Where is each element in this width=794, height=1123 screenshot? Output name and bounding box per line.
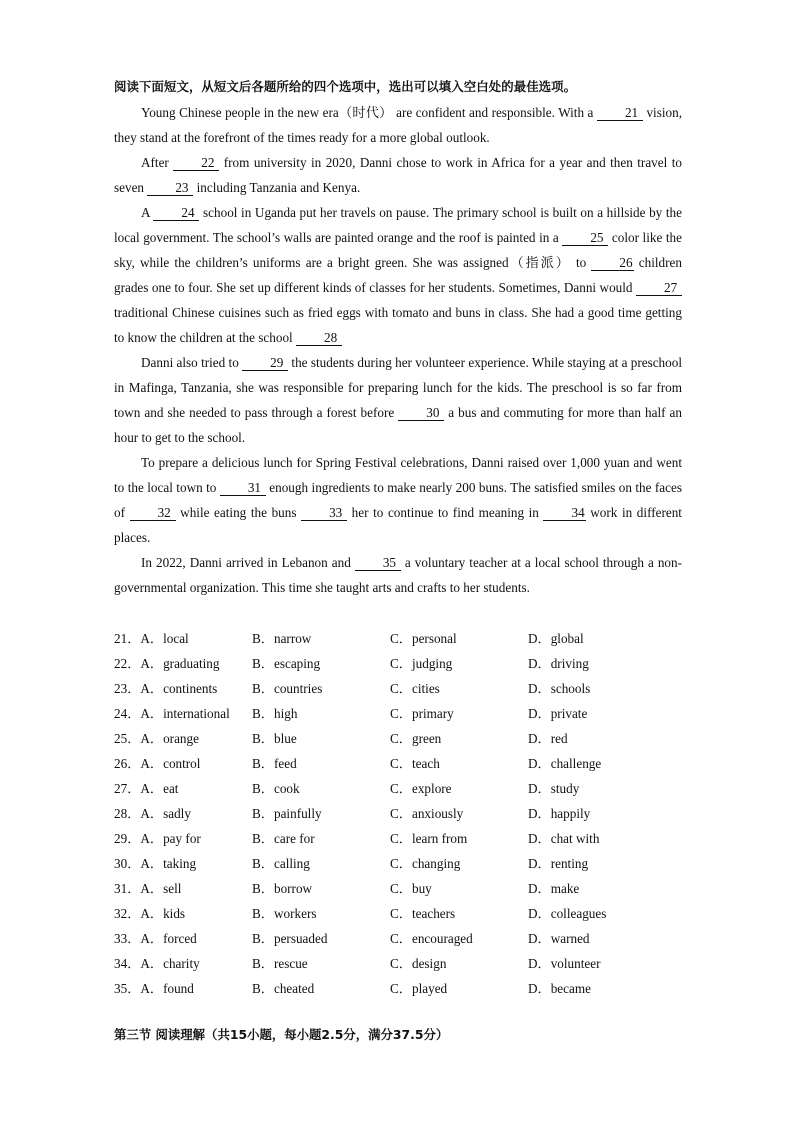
option-c[interactable]: C．design [390, 956, 447, 971]
option-c[interactable]: C．green [390, 731, 442, 746]
option-a[interactable]: 22．A．graduating [114, 656, 220, 671]
option-a[interactable]: 26．A．control [114, 756, 201, 771]
question-row-30 [114, 851, 682, 876]
option-d[interactable]: D．global [528, 631, 584, 646]
option-d[interactable]: D．became [528, 981, 591, 996]
passage-text: color like the sky, while the children’s uniforms are a bright green. She was assigned（指派） to [114, 230, 682, 270]
question-row-27 [114, 776, 682, 801]
option-d[interactable]: D．study [528, 781, 580, 796]
option-b[interactable]: B．care for [252, 831, 315, 846]
blank-26[interactable]: 26 [591, 255, 633, 271]
option-b[interactable]: B．escaping [252, 656, 321, 671]
option-d[interactable]: D．renting [528, 856, 589, 871]
option-c[interactable]: C．cities [390, 681, 440, 696]
blank-24[interactable]: 24 [153, 205, 199, 221]
passage-paragraph-3 [114, 200, 682, 350]
option-a[interactable]: 34．A．charity [114, 956, 200, 971]
option-d[interactable]: D．make [528, 881, 580, 896]
blank-31[interactable]: 31 [220, 480, 266, 496]
blank-27[interactable]: 27 [636, 280, 682, 296]
option-a[interactable]: 21．A．local [114, 631, 189, 646]
blank-21[interactable]: 21 [597, 105, 643, 121]
passage-text: including Tanzania and Kenya. [193, 180, 361, 195]
blank-23[interactable]: 23 [147, 180, 193, 196]
option-c[interactable]: C．anxiously [390, 806, 464, 821]
option-a[interactable]: 31．A．sell [114, 881, 182, 896]
option-c[interactable]: C．buy [390, 881, 432, 896]
option-d[interactable]: D．volunteer [528, 956, 601, 971]
option-b[interactable]: B．blue [252, 731, 297, 746]
passage-paragraph-2 [114, 150, 682, 200]
blank-35[interactable]: 35 [355, 555, 401, 571]
option-a[interactable]: 30．A．taking [114, 856, 197, 871]
question-row-24 [114, 701, 682, 726]
option-d[interactable]: D．warned [528, 931, 590, 946]
passage-text: from university in 2020, Danni chose to work in Africa for a year and then travel to seven [114, 155, 682, 195]
passage-text: children grades one to four. She set up different kinds of classes for her students. Sometimes, Danni would [114, 255, 682, 295]
question-row-28 [114, 801, 682, 826]
option-c[interactable]: C．primary [390, 706, 454, 721]
option-a[interactable]: 33．A．forced [114, 931, 197, 946]
passage-text: A [141, 205, 154, 220]
option-a[interactable]: 28．A．sadly [114, 806, 191, 821]
option-a[interactable]: 25．A．orange [114, 731, 199, 746]
option-c[interactable]: C．changing [390, 856, 461, 871]
blank-32[interactable]: 32 [130, 505, 176, 521]
option-c[interactable]: C．teach [390, 756, 440, 771]
question-row-26 [114, 751, 682, 776]
option-c[interactable]: C．teachers [390, 906, 456, 921]
passage-text: her to continue to find meaning in [347, 505, 544, 520]
option-b[interactable]: B．painfully [252, 806, 322, 821]
blank-30[interactable]: 30 [398, 405, 444, 421]
option-b[interactable]: B．cheated [252, 981, 315, 996]
question-row-22 [114, 651, 682, 676]
question-row-21 [114, 626, 682, 651]
passage-text: school in Uganda put her travels on pause. The primary school is built on a hillside by the local government. The school’s walls are painted orange and the roof is painted in a [114, 205, 682, 245]
option-b[interactable]: B．countries [252, 681, 323, 696]
option-c[interactable]: C．explore [390, 781, 452, 796]
passage-text: a bus and commuting for more than half an hour to get to the school. [114, 405, 682, 445]
blank-28[interactable]: 28 [296, 330, 342, 346]
option-a[interactable]: 23．A．continents [114, 681, 218, 696]
option-c[interactable]: C．judging [390, 656, 453, 671]
option-a[interactable]: 35．A．found [114, 981, 194, 996]
passage-text: while eating the buns [175, 505, 302, 520]
question-row-34 [114, 951, 682, 976]
blank-22[interactable]: 22 [173, 155, 219, 171]
option-b[interactable]: B．borrow [252, 881, 313, 896]
question-row-31 [114, 876, 682, 901]
option-b[interactable]: B．high [252, 706, 298, 721]
passage-paragraph-4 [114, 350, 682, 450]
passage-text: enough ingredients to make nearly 200 buns. The satisfied smiles on the faces of [114, 480, 682, 520]
blank-34[interactable]: 34 [543, 505, 585, 521]
section-heading: 第三节 阅读理解（共15小题，每小题2.5分，满分37.5分） [114, 1027, 449, 1042]
option-b[interactable]: B．narrow [252, 631, 312, 646]
blank-25[interactable]: 25 [562, 230, 608, 246]
passage-text: work in different places. [114, 505, 682, 545]
option-b[interactable]: B．rescue [252, 956, 308, 971]
passage-text: To prepare a delicious lunch for Spring Festival celebrations, Danni raised over 1,000 yuan and went to the local town to [114, 455, 682, 495]
option-d[interactable]: D．private [528, 706, 588, 721]
passage-paragraph-6 [114, 550, 682, 600]
question-row-23 [114, 676, 682, 701]
passage-paragraph-1 [114, 100, 682, 150]
passage-text: traditional Chinese cuisines such as fried eggs with tomato and buns in class. She had a good time getting to know the children at the school [114, 305, 682, 345]
passage-text: After [141, 155, 174, 170]
option-c[interactable]: C．learn from [390, 831, 468, 846]
blank-29[interactable]: 29 [242, 355, 288, 371]
instruction-text: 阅读下面短文，从短文后各题所给的四个选项中，选出可以填入空白处的最佳选项。 [114, 79, 577, 94]
question-row-32 [114, 901, 682, 926]
option-a[interactable]: 27．A．eat [114, 781, 179, 796]
question-row-25 [114, 726, 682, 751]
option-c[interactable]: C．personal [390, 631, 457, 646]
option-c[interactable]: C．played [390, 981, 448, 996]
option-b[interactable]: B．calling [252, 856, 310, 871]
option-a[interactable]: 32．A．kids [114, 906, 186, 921]
option-d[interactable]: D．schools [528, 681, 591, 696]
option-d[interactable]: D．happily [528, 806, 591, 821]
option-a[interactable]: 24．A．international [114, 706, 230, 721]
option-d[interactable]: D．chat with [528, 831, 600, 846]
option-b[interactable]: B．persuaded [252, 931, 328, 946]
exam-page [114, 76, 682, 1001]
question-row-29 [114, 826, 682, 851]
passage-text: Young Chinese people in the new era（时代） are confident and responsible. With a [141, 105, 597, 120]
option-b[interactable]: B．workers [252, 906, 317, 921]
passage-text: In 2022, Danni arrived in Lebanon and [141, 555, 355, 570]
option-b[interactable]: B．cook [252, 781, 300, 796]
passage-text: the students during her volunteer experience. While staying at a preschool in Mafinga, Tanzania, she was responsible for preparing lunch for the kids. The preschool is so far from town and she needed to pass through a forest before [114, 355, 682, 420]
passage-text: vision, they stand at the forefront of the times ready for a more global outlook. [114, 105, 682, 145]
option-d[interactable]: D．challenge [528, 756, 602, 771]
answer-options [114, 626, 682, 1001]
passage-paragraph-5 [114, 450, 682, 550]
passage-text: a voluntary teacher at a local school through a non-governmental organization. This time she taught arts and crafts to her students. [114, 555, 682, 595]
option-d[interactable]: D．colleagues [528, 906, 607, 921]
option-c[interactable]: C．encouraged [390, 931, 473, 946]
option-b[interactable]: B．feed [252, 756, 297, 771]
option-a[interactable]: 29．A．pay for [114, 831, 201, 846]
blank-33[interactable]: 33 [301, 505, 347, 521]
option-d[interactable]: D．red [528, 731, 568, 746]
question-row-35 [114, 976, 682, 1001]
question-row-33 [114, 926, 682, 951]
passage-text: Danni also tried to [141, 355, 243, 370]
option-d[interactable]: D．driving [528, 656, 589, 671]
